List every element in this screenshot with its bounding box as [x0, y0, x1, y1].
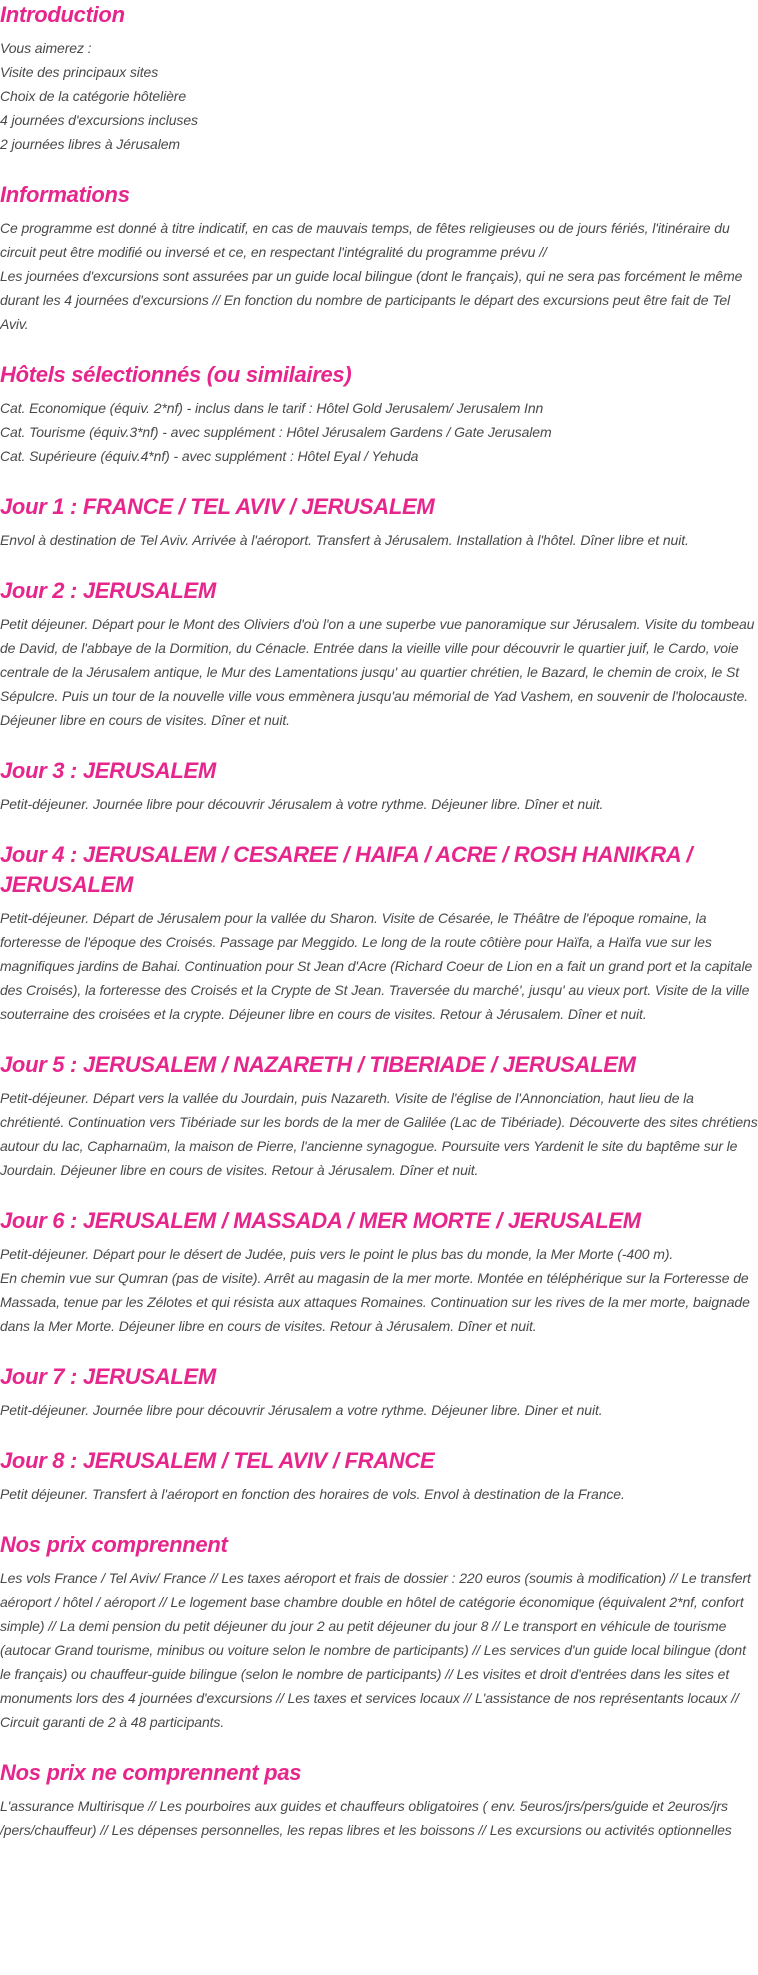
section-spacer [0, 1422, 758, 1446]
section [0, 840, 758, 1050]
section-title: Jour 2 : JERUSALEM [0, 578, 216, 603]
section-spacer [0, 552, 758, 576]
section-text: Cat. Tourisme (équiv.3*nf) - avec supplément : Hôtel Jérusalem Gardens / Gate Jerusalem [0, 424, 552, 440]
section-text: Petit déjeuner. Départ pour le Mont des Oliviers d'où l'on a une superbe vue panoramique sur Jérusalem. Visite du tombeau de David, de l'abbaye de la Dormition, du Cénacle. Entrée dans la vieille ville pour découvrir le quartier juif, le Cardo, voie centrale de la Jérusalem antique, le Mur des Lamentations jusqu' au quartier chrétien, le Bazard, le chemin de croix, le St Sépulcre. Puis un tour de la nouvelle ville vous emmènera jusqu'au mémorial de Yad Vashem, en souvenir de l'holocauste. Déjeuner libre en cours de visites. Dîner et nuit. [0, 616, 755, 728]
section [0, 1530, 758, 1758]
section-text: Petit déjeuner. Transfert à l'aéroport en fonction des horaires de vols. Envol à destination de la France. [0, 1486, 625, 1502]
section-text: En chemin vue sur Qumran (pas de visite). Arrêt au magasin de la mer morte. Montée en téléphérique sur la Forteresse de Massada, tenue par les Zélotes et qui résista aux attaques Romaines. Continuation sur les rives de la mer morte, baignade dans la Mer Morte. Déjeuner libre en cours de visites. Retour à Jérusalem. Dîner et nuit. [0, 1270, 750, 1334]
section-text: Cat. Supérieure (équiv.4*nf) - avec supplément : Hôtel Eyal / Yehuda [0, 448, 419, 464]
section-text: Petit-déjeuner. Départ vers la vallée du Jourdain, puis Nazareth. Visite de l'église de l'Annonciation, haut lieu de la chrétienté. Continuation vers Tibériade sur les bords de la mer de Galilée (Lac de Tibériade). Découverte des sites chrétiens autour du lac, Capharnaüm, la maison de Pierre, l'ancienne synagogue. Poursuite vers Yardenit le site du baptême sur le Jourdain. Déjeuner libre en cours de visites. Retour à Jérusalem. Dîner et nuit. [0, 1090, 758, 1178]
section-title: Jour 6 : JERUSALEM / MASSADA / MER MORTE / JERUSALEM [0, 1208, 641, 1233]
section-spacer [0, 1338, 758, 1362]
section-title: Introduction [0, 2, 125, 27]
section-text: Petit-déjeuner. Départ de Jérusalem pour la vallée du Sharon. Visite de Césarée, le Théâtre de l'époque romaine, la forteresse de l'époque des Croisés. Passage par Meggido. Le long de la route côtière pour Haïfa, a Haïfa vue sur les magnifiques jardins de Bahai. Continuation pour St Jean d'Acre (Richard Coeur de Lion en a fait un grand port et la capitale des Croisés), la forteresse des Croisés et la Crypte de St Jean. Traversée du marché', jusqu' au vieux port. Visite de la ville souterraine des croisées et la crypte. Déjeuner libre en cours de visites. Retour à Jérusalem. Dîner et nuit. [0, 910, 753, 1022]
section-spacer [0, 336, 758, 360]
section-spacer [0, 1182, 758, 1206]
section-text: Les vols France / Tel Aviv/ France // Les taxes aéroport et frais de dossier : 220 euros (soumis à modification) // Le transfert aéroport / hôtel / aéroport // Le logement base chambre double en hôtel de catégorie économique (équivalent 2*nf, confort simple) // La demi pension du petit déjeuner du jour 2 au petit déjeuner du jour 8 // Le transport en véhicule de tourisme (autocar Grand tourisme, minibus ou voiture selon le nombre de participants) // Les services d'un guide local bilingue (dont le français) ou chauffeur-guide bilingue (selon le nombre de participants) // Les visites et droit d'entrées dans les sites et monuments lors des 4 journées d'excursions // Les taxes et services locaux // L'assistance de nos représentants locaux // Circuit garanti de 2 à 48 participants. [0, 1570, 751, 1730]
section [0, 1206, 758, 1362]
section-text: 2 journées libres à Jérusalem [0, 136, 180, 152]
section-spacer [0, 732, 758, 756]
section [0, 180, 758, 360]
section-title: Jour 5 : JERUSALEM / NAZARETH / TIBERIADE / JERUSALEM [0, 1052, 636, 1077]
section [0, 576, 758, 756]
section-spacer [0, 156, 758, 180]
section-text: Petit-déjeuner. Journée libre pour découvrir Jérusalem à votre rythme. Déjeuner libre. Dîner et nuit. [0, 796, 604, 812]
section [0, 756, 758, 840]
section [0, 1758, 758, 1842]
section-spacer [0, 1734, 758, 1758]
section [0, 492, 758, 576]
section-title: Jour 4 : JERUSALEM / CESAREE / HAIFA / ACRE / ROSH HANIKRA / JERUSALEM [0, 842, 693, 897]
section-title: Jour 1 : FRANCE / TEL AVIV / JERUSALEM [0, 494, 435, 519]
section-spacer [0, 1026, 758, 1050]
section [0, 1362, 758, 1446]
section-title: Informations [0, 182, 130, 207]
section-text: Vous aimerez : [0, 40, 92, 56]
section-text: 4 journées d'excursions incluses [0, 112, 198, 128]
section-text: Choix de la catégorie hôtelière [0, 88, 187, 104]
section-text: L'assurance Multirisque // Les pourboires aux guides et chauffeurs obligatoires ( env. 5euros/jrs/pers/guide et 2euros/jrs /pers/chauffeur) // Les dépenses personnelles, les repas libres et les boissons // Les excursions ou activités optionnelles [0, 1798, 732, 1838]
section-text: Petit-déjeuner. Journée libre pour découvrir Jérusalem a votre rythme. Déjeuner libre. Diner et nuit. [0, 1402, 603, 1418]
section [0, 1050, 758, 1206]
section-spacer [0, 468, 758, 492]
section-spacer [0, 1506, 758, 1530]
section-title: Nos prix ne comprennent pas [0, 1760, 302, 1785]
section-spacer [0, 816, 758, 840]
section-text: Envol à destination de Tel Aviv. Arrivée à l'aéroport. Transfert à Jérusalem. Installation à l'hôtel. Dîner libre et nuit. [0, 532, 689, 548]
section-text: Visite des principaux sites [0, 64, 159, 80]
section [0, 1446, 758, 1530]
section [0, 0, 758, 180]
section-text: Ce programme est donné à titre indicatif, en cas de mauvais temps, de fêtes religieuses ou de jours fériés, l'itinéraire du circuit peut être modifié ou inversé et ce, en respectant l'intégralité du programme prévu // [0, 220, 730, 260]
section-title: Jour 3 : JERUSALEM [0, 758, 216, 783]
section-text: Cat. Economique (équiv. 2*nf) - inclus dans le tarif : Hôtel Gold Jerusalem/ Jerusalem Inn [0, 400, 544, 416]
section-title: Hôtels sélectionnés (ou similaires) [0, 362, 352, 387]
section-title: Nos prix comprennent [0, 1532, 228, 1557]
section-text: Petit-déjeuner. Départ pour le désert de Judée, puis vers le point le plus bas du monde, la Mer Morte (-400 m). [0, 1246, 674, 1262]
section-text: Les journées d'excursions sont assurées par un guide local bilingue (dont le français), qui ne sera pas forcément le même durant les 4 journées d'excursions // En fonction du nombre de participants le départ des excursions peut être fait de Tel Aviv. [0, 268, 743, 332]
section [0, 360, 758, 492]
section-title: Jour 7 : JERUSALEM [0, 1364, 216, 1389]
section-title: Jour 8 : JERUSALEM / TEL AVIV / FRANCE [0, 1448, 435, 1473]
